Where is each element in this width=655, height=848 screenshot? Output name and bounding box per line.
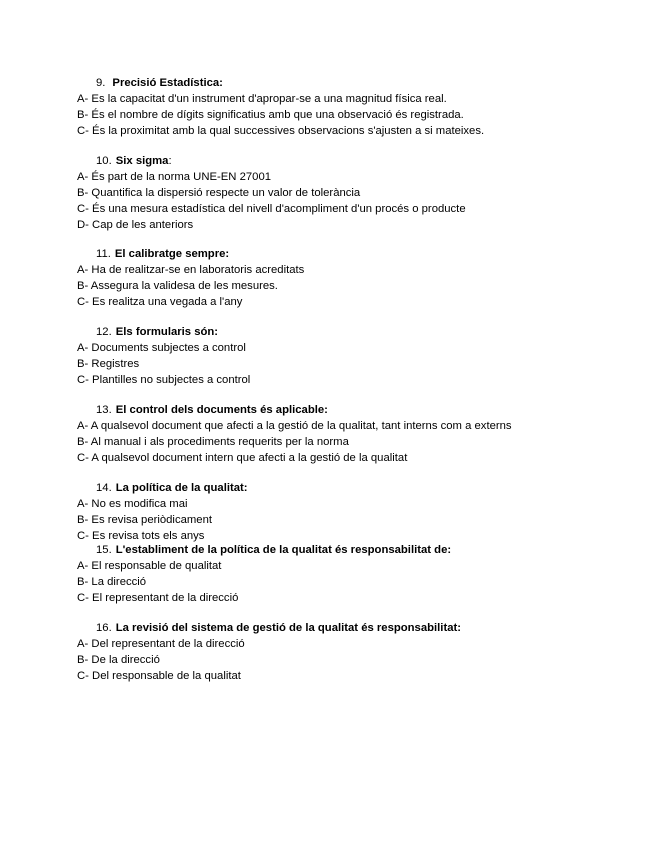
answer-option-a: A- Documents subjectes a control <box>77 342 246 354</box>
answer-option-c: C- Del responsable de la qualitat <box>77 670 241 682</box>
question-title: L'establiment de la política de la qualitat és responsabilitat de: <box>115 544 452 556</box>
question-number: 9. <box>96 77 106 89</box>
question-title: La política de la qualitat: <box>115 482 248 494</box>
question-title: El calibratge sempre: <box>114 248 230 260</box>
question-heading <box>96 153 172 169</box>
question-heading <box>96 324 218 340</box>
answer-option-b: B- És el nombre de dígits significatius amb que una observació és registrada. <box>77 109 464 121</box>
answer-option-b: B- Quantifica la dispersió respecte un valor de tolerància <box>77 187 361 199</box>
question-number: 12. <box>96 326 112 338</box>
question-heading <box>96 480 248 496</box>
question-number: 14. <box>96 482 112 494</box>
question-title: Els formularis són: <box>115 326 219 338</box>
answer-option-c: C- El representant de la direcció <box>77 592 239 604</box>
answer-option-a: A- No es modifica mai <box>77 498 188 510</box>
answer-option-c: C- Plantilles no subjectes a control <box>77 374 251 386</box>
answer-option-b: B- Es revisa periòdicament <box>77 514 212 526</box>
answer-option-a: A- A qualsevol document que afecti a la gestió de la qualitat, tant interns com a externs <box>77 420 512 432</box>
answer-option-b: B- Assegura la validesa de les mesures. <box>77 280 278 292</box>
answer-option-c: C- Es realitza una vegada a l'any <box>77 296 243 308</box>
question-number: 10. <box>96 155 112 167</box>
answer-option-a: A- Es la capacitat d'un instrument d'apropar-se a una magnitud física real. <box>77 93 447 105</box>
answer-option-c: C- Es revisa tots els anys <box>77 530 205 542</box>
answer-option-a: A- És part de la norma UNE-EN 27001 <box>77 171 272 183</box>
question-number: 16. <box>96 622 112 634</box>
question-title: Precisió Estadística: <box>112 77 223 89</box>
question-heading <box>96 620 461 636</box>
question-suffix: : <box>168 155 172 167</box>
question-number: 15. <box>96 544 112 556</box>
answer-option-b: B- Registres <box>77 358 140 370</box>
question-title: Six sigma <box>115 155 169 167</box>
answer-option-a: A- Ha de realitzar-se en laboratoris acreditats <box>77 264 305 276</box>
question-title: El control dels documents és aplicable: <box>115 404 328 416</box>
answer-option-b: B- La direcció <box>77 576 147 588</box>
answer-option-b: B- De la direcció <box>77 654 160 666</box>
question-number: 13. <box>96 404 112 416</box>
question-heading <box>96 402 328 418</box>
answer-option-c: C- És una mesura estadística del nivell d'acompliment d'un procés o producte <box>77 203 466 215</box>
answer-option-c: C- A qualsevol document intern que afecti a la gestió de la qualitat <box>77 452 408 464</box>
question-heading <box>96 542 451 558</box>
answer-option-b: B- Al manual i als procediments requerits per la norma <box>77 436 349 448</box>
question-heading <box>96 75 223 91</box>
question-heading <box>96 246 229 262</box>
answer-option-c: C- És la proximitat amb la qual successives observacions s'ajusten a si mateixes. <box>77 125 485 137</box>
answer-option-a: A- Del representant de la direcció <box>77 638 245 650</box>
answer-option-a: A- El responsable de qualitat <box>77 560 222 572</box>
question-title: La revisió del sistema de gestió de la qualitat és responsabilitat: <box>115 622 462 634</box>
answer-option-d: D- Cap de les anteriors <box>77 219 194 231</box>
question-number: 11. <box>96 248 111 260</box>
